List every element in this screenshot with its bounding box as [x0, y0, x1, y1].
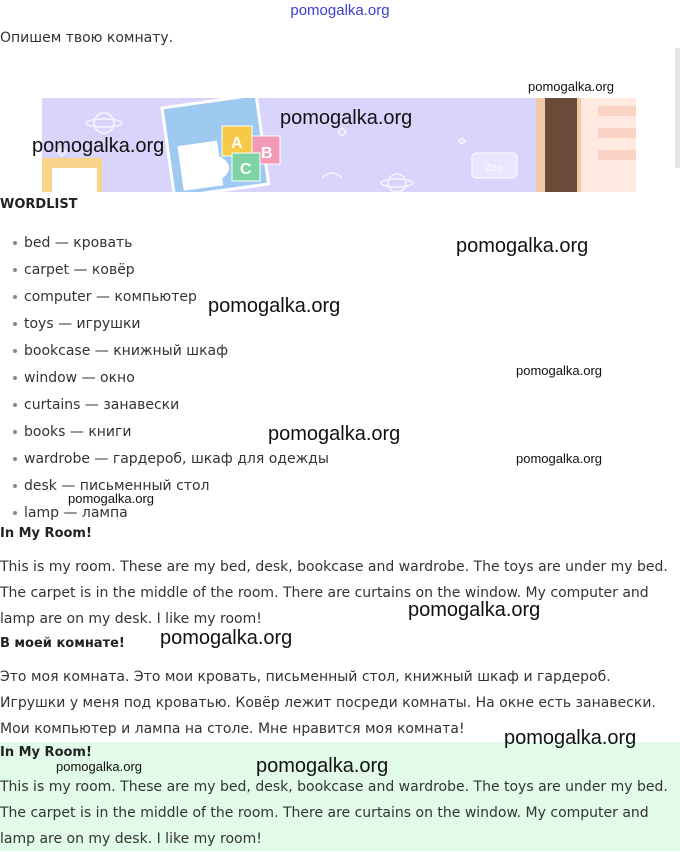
watermark: pomogalka.org: [504, 727, 637, 749]
block-letter-a: A: [231, 135, 243, 152]
word-item: wardrobe — гардероб, шкаф для одежды: [0, 449, 329, 476]
watermark: pomogalka.org: [160, 627, 293, 649]
word-item: computer — компьютер: [0, 287, 329, 314]
paragraph-english-repeat: This is my room. These are my bed, desk, bookcase and wardrobe. The toys are under my bed. The carpet is in the middle of the room. There are curtains on the window. My computer and lamp are on my desk. I like my room!: [0, 779, 668, 847]
watermark: pomogalka.org: [456, 235, 589, 257]
word-item: books — книги: [0, 422, 329, 449]
wordlist: [0, 233, 329, 530]
word-item: window — окно: [0, 368, 329, 395]
watermark: pomogalka.org: [56, 759, 142, 774]
word-item: curtains — занавески: [0, 395, 329, 422]
watermark: pomogalka.org: [408, 599, 541, 621]
watermark: pomogalka.org: [516, 363, 602, 378]
word-item: carpet — ковёр: [0, 260, 329, 287]
section-title-english: In My Room!: [0, 526, 92, 541]
watermark: pomogalka.org: [208, 295, 341, 317]
banner-sign: Zoo: [485, 163, 503, 174]
header-watermark: pomogalka.org: [290, 2, 390, 19]
word-item: lamp — лампа: [0, 503, 329, 530]
watermark: pomogalka.org: [256, 755, 389, 777]
watermark: pomogalka.org: [32, 135, 165, 157]
word-item: bookcase — книжный шкаф: [0, 341, 329, 368]
paragraph-russian: Это моя комната. Это мои кровать, письменный стол, книжный шкаф и гардероб. Игрушки у меня под кроватью. Ковёр лежит посреди комнаты. На окне есть занавески. Мои компьютер и лампа на столе. Мне нравится моя комната!: [0, 669, 656, 737]
scrollbar[interactable]: [675, 48, 680, 168]
watermark: pomogalka.org: [68, 491, 154, 506]
watermark: pomogalka.org: [280, 107, 413, 129]
word-item: desk — письменный стол: [0, 476, 329, 503]
intro-text: Опишем твою комнату.: [0, 30, 174, 46]
block-letter-b: B: [261, 145, 273, 162]
section-title-english-repeat: In My Room!: [0, 745, 92, 760]
watermark: pomogalka.org: [528, 79, 614, 94]
paragraph-english: This is my room. These are my bed, desk, bookcase and wardrobe. The toys are under my bed. The carpet is in the middle of the room. There are curtains on the window. My computer and lamp are on my desk. I like my room!: [0, 559, 668, 627]
section-title-russian: В моей комнате!: [0, 636, 125, 651]
word-item: toys — игрушки: [0, 314, 329, 341]
wordlist-title: WORDLIST: [0, 197, 78, 212]
block-letter-c: C: [240, 161, 252, 178]
watermark: pomogalka.org: [516, 451, 602, 466]
word-item: bed — кровать: [0, 233, 329, 260]
watermark: pomogalka.org: [268, 423, 401, 445]
